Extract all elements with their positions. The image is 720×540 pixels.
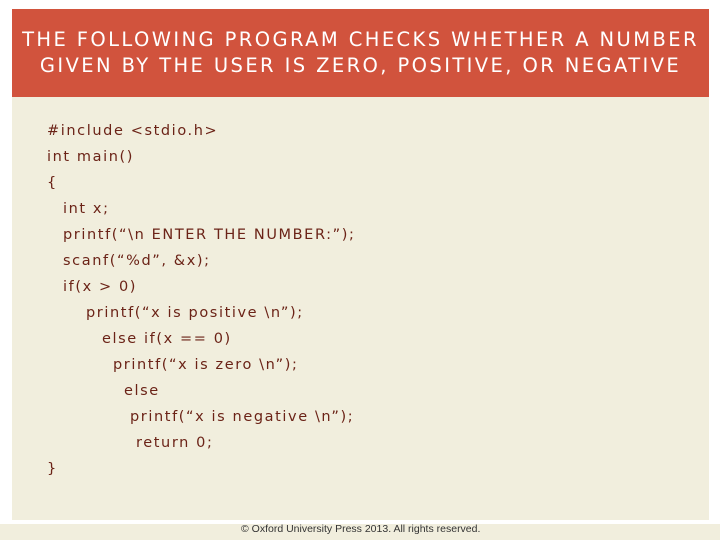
code-line: printf(“x is positive \n”); — [86, 305, 304, 321]
code-line: else if(x == 0) — [102, 331, 232, 347]
code-line: printf(“x is zero \n”); — [113, 357, 299, 373]
code-line: int main() — [47, 149, 135, 165]
code-line: return 0; — [136, 435, 214, 451]
code-line: int x; — [63, 201, 110, 217]
code-line: printf(“\n ENTER THE NUMBER:”); — [63, 227, 356, 243]
title-banner — [12, 9, 709, 97]
code-line: #include <stdio.h> — [47, 123, 219, 139]
code-line: } — [47, 461, 58, 477]
code-line: else — [124, 383, 160, 399]
slide-title: THE FOLLOWING PROGRAM CHECKS WHETHER A NUMBER GIVEN BY THE USER IS ZERO, POSITIVE, OR NEGATIVE — [22, 28, 699, 77]
code-line: if(x > 0) — [63, 279, 138, 295]
code-line: { — [47, 175, 58, 191]
copyright-notice: © Oxford University Press 2013. All rights reserved. — [241, 523, 481, 535]
code-line: printf(“x is negative \n”); — [130, 409, 355, 425]
code-line: scanf(“%d”, &x); — [63, 253, 211, 269]
